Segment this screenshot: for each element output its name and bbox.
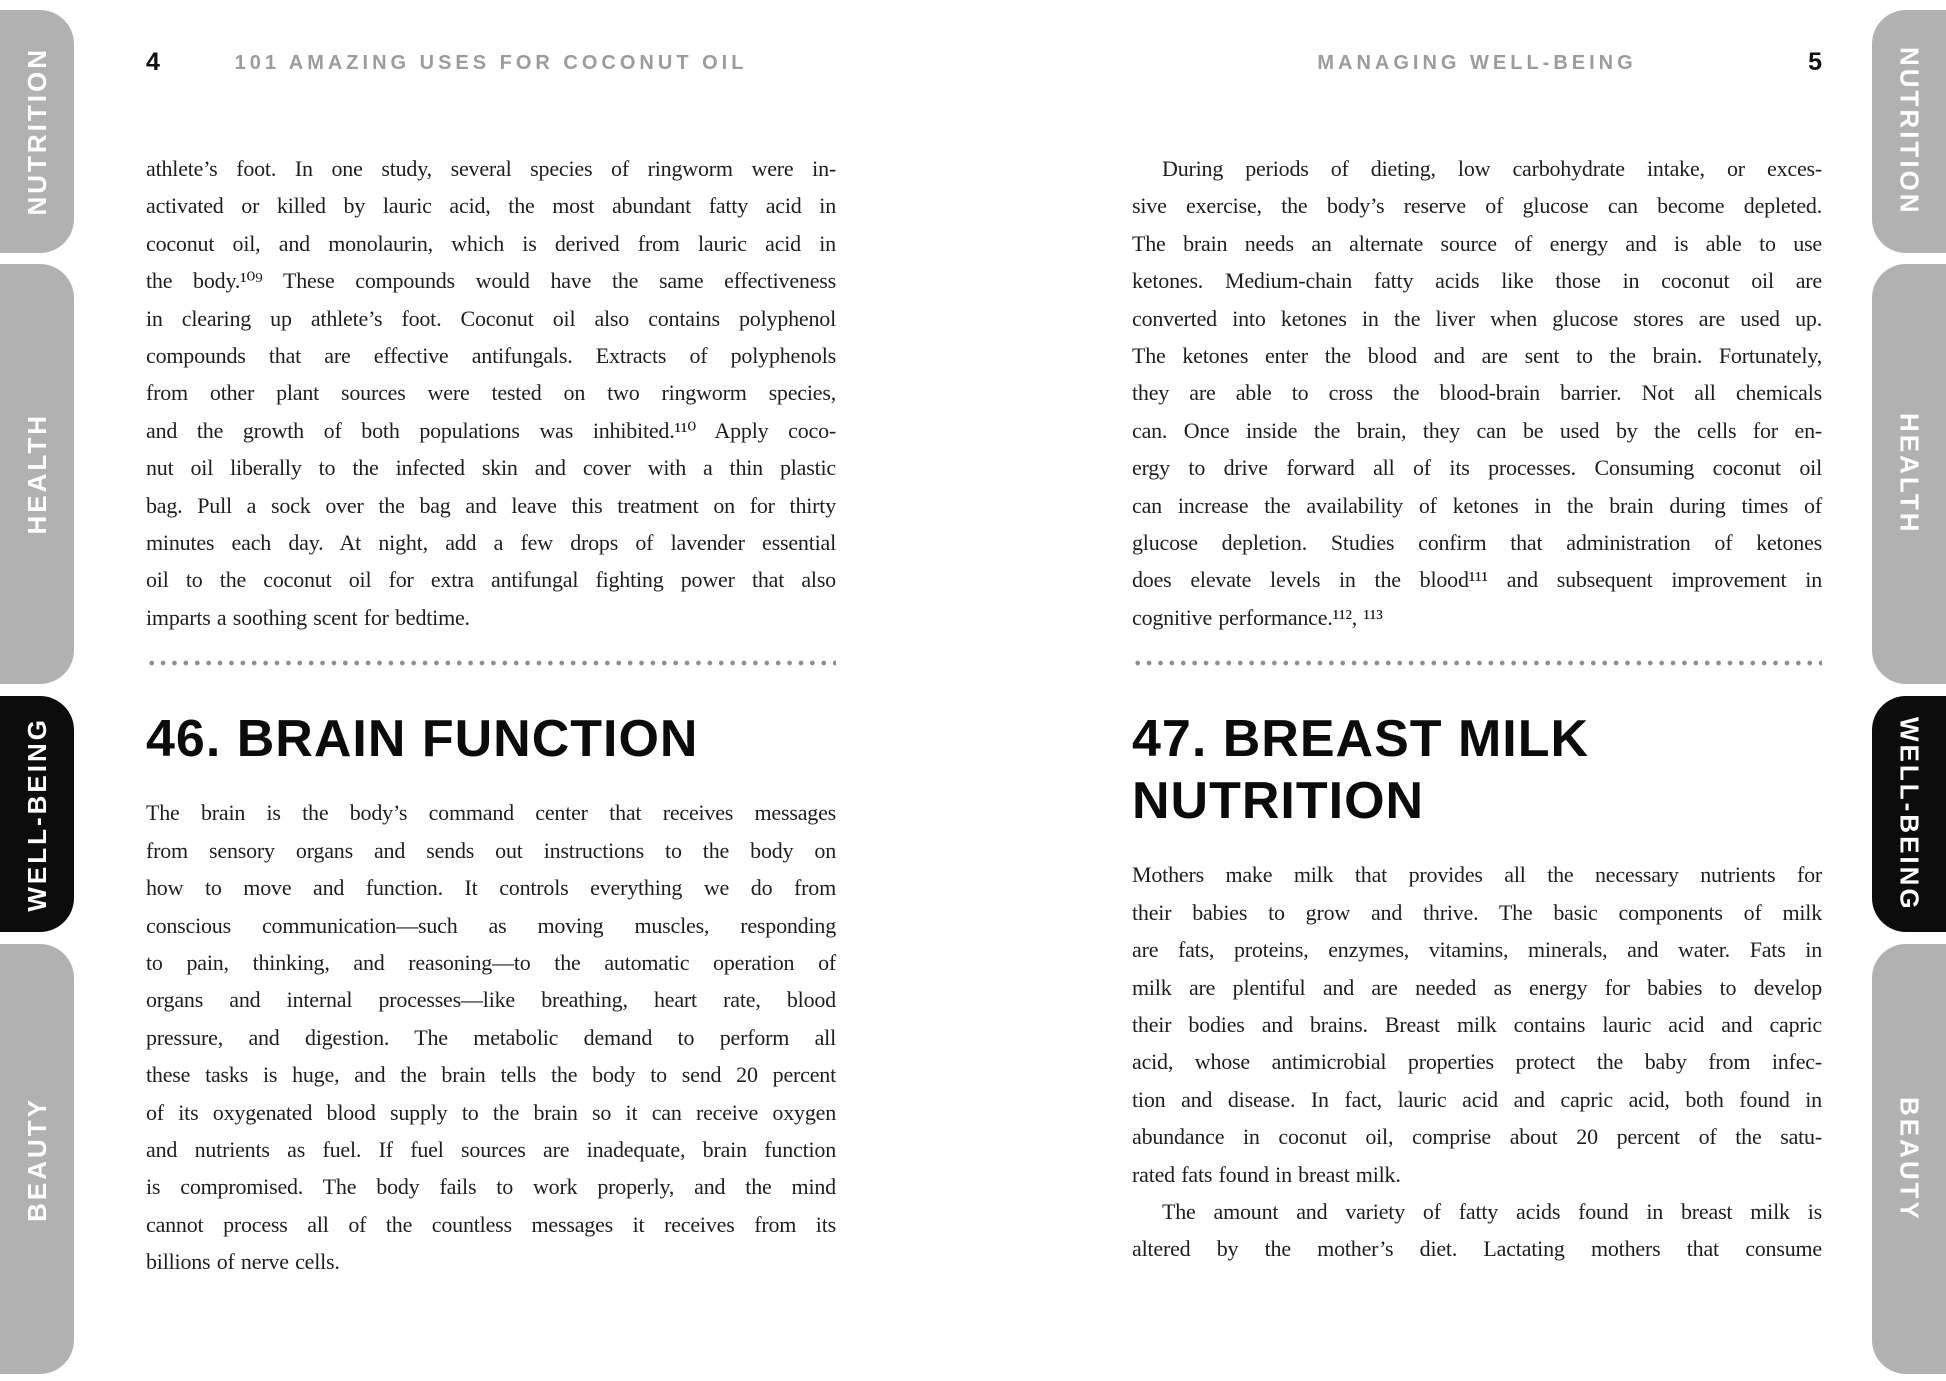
text-line: from sensory organs and sends out instructions to the body on bbox=[146, 837, 836, 863]
tab-label: NUTRITION bbox=[21, 47, 52, 216]
tab-label: BEAUTY bbox=[1894, 1096, 1925, 1222]
section-heading-line: 47. BREAST MILK bbox=[1132, 710, 1590, 769]
section-heading bbox=[1132, 708, 1822, 832]
paragraph bbox=[1132, 1193, 1822, 1268]
text-line: sive exercise, the body’s reserve of glucose can become depleted. bbox=[1132, 193, 1822, 219]
text-line: cognitive performance.¹¹², ¹¹³ bbox=[1132, 604, 1383, 630]
text-line: acid, whose antimicrobial properties protect the baby from infec- bbox=[1132, 1049, 1822, 1075]
text-line: The ketones enter the blood and are sent to the brain. Fortunately, bbox=[1132, 343, 1822, 369]
tab-label: NUTRITION bbox=[1894, 47, 1925, 216]
page-right bbox=[1132, 0, 1822, 1381]
tab-beauty bbox=[0, 944, 74, 1374]
text-line: and the growth of both populations was inhibited.¹¹⁰ Apply coco- bbox=[146, 417, 836, 443]
text-line: During periods of dieting, low carbohydrate intake, or exces- bbox=[1162, 156, 1822, 181]
page-left bbox=[146, 0, 836, 1381]
text-line: converted into ketones in the liver when glucose stores are used up. bbox=[1132, 305, 1822, 331]
text-line: organs and internal processes—like breathing, heart rate, blood bbox=[146, 987, 836, 1013]
text-line: rated fats found in breast milk. bbox=[1132, 1161, 1401, 1187]
running-header: MANAGING WELL-BEING bbox=[1317, 52, 1637, 74]
text-line: their babies to grow and thrive. The basic components of milk bbox=[1132, 899, 1822, 925]
tab-beauty bbox=[1872, 944, 1946, 1374]
text-line: the body.¹⁰⁹ These compounds would have the same effectiveness bbox=[146, 268, 836, 294]
text-line: they are able to cross the blood-brain barrier. Not all chemicals bbox=[1132, 380, 1822, 406]
text-line: athlete’s foot. In one study, several species of ringworm were in- bbox=[146, 156, 836, 181]
text-line: abundance in coconut oil, comprise about 20 percent of the satu- bbox=[1132, 1124, 1822, 1150]
text-line: glucose depletion. Studies confirm that administration of ketones bbox=[1132, 530, 1822, 556]
text-line: does elevate levels in the blood¹¹¹ and subsequent improvement in bbox=[1132, 567, 1822, 593]
dotted-divider bbox=[146, 660, 836, 666]
text-line: coconut oil, and monolaurin, which is derived from lauric acid in bbox=[146, 230, 836, 256]
text-line: The brain is the body’s command center that receives messages bbox=[146, 800, 836, 826]
text-line: Mothers make milk that provides all the necessary nutrients for bbox=[1132, 862, 1822, 888]
section-heading-line: NUTRITION bbox=[1132, 772, 1425, 831]
text-line: are fats, proteins, enzymes, vitamins, minerals, and water. Fats in bbox=[1132, 937, 1822, 963]
text-line: their bodies and brains. Breast milk contains lauric acid and capric bbox=[1132, 1011, 1822, 1037]
left-tab-rail bbox=[0, 0, 74, 1381]
dotted-divider bbox=[1132, 660, 1822, 666]
tab-label: HEALTH bbox=[21, 413, 52, 535]
text-line: to pain, thinking, and reasoning—to the automatic operation of bbox=[146, 949, 836, 975]
section-heading-line: 46. BRAIN FUNCTION bbox=[146, 710, 699, 769]
text-line: ketones. Medium-chain fatty acids like those in coconut oil are bbox=[1132, 268, 1822, 294]
text-line: these tasks is huge, and the brain tells the body to send 20 percent bbox=[146, 1062, 836, 1088]
tab-nutrition bbox=[0, 10, 74, 253]
text-line: nut oil liberally to the infected skin and cover with a thin plastic bbox=[146, 455, 836, 481]
text-line: altered by the mother’s diet. Lactating mothers that consume bbox=[1132, 1236, 1822, 1262]
text-line: bag. Pull a sock over the bag and leave this treatment on for thirty bbox=[146, 492, 836, 518]
paragraph bbox=[146, 150, 836, 636]
paragraph bbox=[1132, 150, 1822, 636]
text-line: compounds that are effective antifungals. Extracts of polyphenols bbox=[146, 343, 836, 369]
text-line: conscious communication—such as moving muscles, responding bbox=[146, 912, 836, 938]
running-header: 101 AMAZING USES FOR COCONUT OIL bbox=[234, 52, 748, 74]
page-number: 5 bbox=[1808, 48, 1822, 76]
page-header bbox=[146, 48, 836, 82]
text-line: milk are plentiful and are needed as energy for babies to develop bbox=[1132, 974, 1822, 1000]
text-line: activated or killed by lauric acid, the most abundant fatty acid in bbox=[146, 193, 836, 219]
text-line: billions of nerve cells. bbox=[146, 1249, 340, 1275]
text-line: is compromised. The body fails to work properly, and the mind bbox=[146, 1174, 836, 1200]
text-line: in clearing up athlete’s foot. Coconut oil also contains polyphenol bbox=[146, 305, 836, 331]
tab-label: WELL-BEING bbox=[21, 716, 52, 912]
tab-nutrition bbox=[1872, 10, 1946, 253]
tab-well-being bbox=[0, 696, 74, 932]
tab-health bbox=[0, 264, 74, 684]
text-line: of its oxygenated blood supply to the brain so it can receive oxygen bbox=[146, 1099, 836, 1125]
text-line: how to move and function. It controls everything we do from bbox=[146, 875, 836, 901]
text-line: imparts a soothing scent for bedtime. bbox=[146, 604, 470, 630]
paragraph bbox=[1132, 856, 1822, 1193]
text-line: can increase the availability of ketones in the brain during times of bbox=[1132, 492, 1822, 518]
tab-label: HEALTH bbox=[1894, 413, 1925, 535]
page-header bbox=[1132, 48, 1822, 82]
text-line: from other plant sources were tested on two ringworm species, bbox=[146, 380, 836, 406]
page-number: 4 bbox=[146, 48, 160, 76]
page-body bbox=[1132, 150, 1822, 1268]
tab-label: WELL-BEING bbox=[1894, 716, 1925, 912]
page-body bbox=[146, 150, 836, 1281]
text-line: cannot process all of the countless messages it receives from its bbox=[146, 1211, 836, 1237]
text-line: pressure, and digestion. The metabolic demand to perform all bbox=[146, 1024, 836, 1050]
tab-well-being bbox=[1872, 696, 1946, 932]
text-line: ergy to drive forward all of its processes. Consuming coconut oil bbox=[1132, 455, 1822, 481]
tab-health bbox=[1872, 264, 1946, 684]
tab-label: BEAUTY bbox=[21, 1096, 52, 1222]
text-line: and nutrients as fuel. If fuel sources are inadequate, brain function bbox=[146, 1136, 836, 1162]
text-line: can. Once inside the brain, they can be used by the cells for en- bbox=[1132, 417, 1822, 443]
text-line: minutes each day. At night, add a few drops of lavender essential bbox=[146, 530, 836, 556]
paragraph bbox=[146, 794, 836, 1280]
text-line: The amount and variety of fatty acids found in breast milk is bbox=[1162, 1198, 1822, 1224]
text-line: tion and disease. In fact, lauric acid and capric acid, both found in bbox=[1132, 1086, 1822, 1112]
section-heading bbox=[146, 708, 836, 770]
text-line: The brain needs an alternate source of energy and is able to use bbox=[1132, 230, 1822, 256]
text-line: oil to the coconut oil for extra antifungal fighting power that also bbox=[146, 567, 836, 593]
right-tab-rail bbox=[1872, 0, 1946, 1381]
